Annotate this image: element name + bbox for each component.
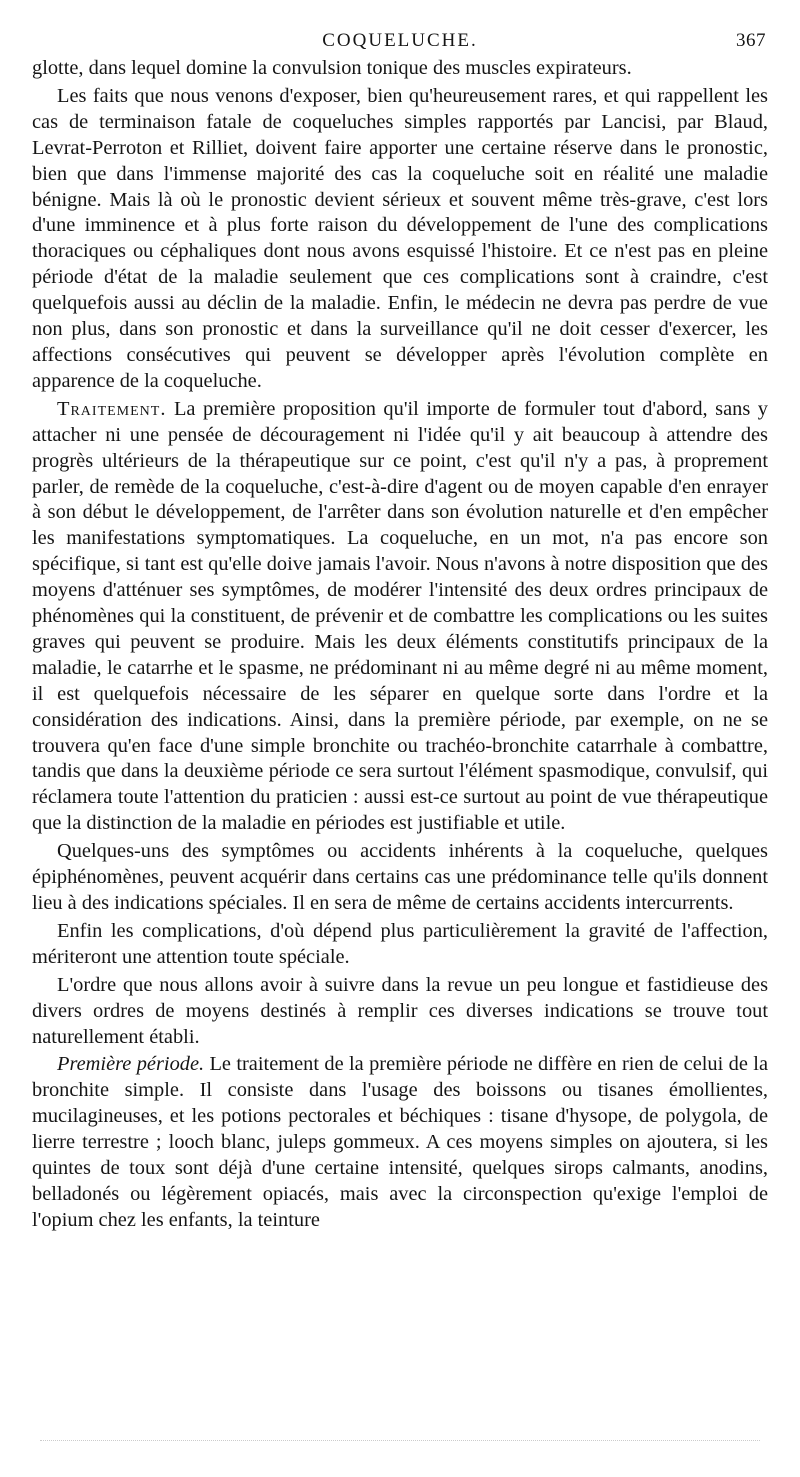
paragraph-order [32, 973, 768, 1051]
paragraph-text: L'ordre que nous allons avoir à suivre dans la revue un peu longue et fastidieuse des divers ordres de moyens destinés à remplir ces diverses indications se trouve tout naturellement établi. [32, 973, 768, 1048]
paragraph-text: Le traitement de la première période ne diffère en rien de celui de la bronchite simple. Il consiste dans l'usage des boissons ou tisanes émollientes, mucilagineuses, et les potions pectorales et béchiques : tisane d'hysope, de polygola, de lierre terrestre ; looch blanc, juleps gommeux. A ces moyens simples on ajoutera, si les quintes de toux sont déjà d'une certaine intensité, quelques sirops calmants, anodins, belladonés ou légèrement opiacés, mais avec la circonspection qu'exige l'emploi de l'opium chez les enfants, la teinture [32, 1053, 768, 1231]
paragraph-continuation [32, 56, 768, 82]
page-number: 367 [736, 30, 766, 51]
paragraph-text: Les faits que nous venons d'exposer, bien qu'heureusement rares, et qui rappellent les cas de terminaison fatale de coqueluches simples rapportés par Lancisi, par Blaud, Levrat-Perroton et Rilliet, doivent faire apporter une certaine réserve dans le pronostic, bien que dans l'immense majorité des cas la coqueluche soit en réalité une maladie bénigne. Mais là où le pronostic devient sérieux et souvent même très-grave, c'est lors d'une imminence et à plus forte raison du développement de l'une des complications thoraciques ou céphaliques dont nous avons esquissé l'histoire. Et ce n'est pas en pleine période d'état de la maladie seulement que ces complications sont à craindre, c'est quelquefois aussi au déclin de la maladie. Enfin, le médecin ne devra pas perdre de vue non plus, dans son pronostic et dans la surveillance qu'il ne doit cesser d'exercer, les affections consécutives qui peuvent se développer après l'évolution complète en apparence de la coqueluche. [32, 84, 768, 392]
page-header [32, 30, 768, 56]
document-page [32, 30, 768, 1236]
paragraph-text: Quelques-uns des symptômes ou accidents inhérents à la coqueluche, quelques épiphénomènes, peuvent acquérir dans certains cas une prédominance telle qu'ils donnent lieu à des indications spéciales. Il en sera de même de certains accidents intercurrents. [32, 840, 768, 914]
body-text [32, 56, 768, 1234]
paragraph-symptoms [32, 839, 768, 917]
paragraph-first-period [32, 1052, 768, 1233]
paragraph-treatment [32, 397, 768, 837]
scan-artifact-divider [40, 1440, 760, 1445]
section-lead-traitement: Traitement. [57, 397, 167, 420]
paragraph-text: La première proposition qu'il importe de formuler tout d'abord, sans y attacher ni une pensée de découragement ni l'idée qu'il y ait beaucoup à attendre des progrès ultérieurs de la thérapeutique sur ce point, c'est qu'il n'y a pas, à proprement parler, de remède de la coqueluche, c'est-à-dire d'agent ou de moyen capable d'en enrayer à son début le développement, de l'arrêter dans son évolution naturelle et d'en empêcher les manifestations symptomatiques. La coqueluche, en un mot, n'a pas encore son spécifique, si tant est qu'elle doive jamais l'avoir. Nous n'avons à notre disposition que des moyens d'atténuer ses symptômes, de modérer l'intensité des deux ordres principaux de phénomènes qui la constituent, de prévenir et de combattre les complications ou les suites graves qui peuvent se produire. Mais les deux éléments constitutifs principaux de la maladie, le catarrhe et le spasme, ne prédominant ni au même degré ni au même moment, il est quelquefois nécessaire de les séparer en quelque sorte dans l'ordre et la considération des indications. Ainsi, dans la première période, par exemple, on ne se trouvera qu'en face d'une simple bronchite ou trachéo-bronchite catarrhale à combattre, tandis que dans la deuxième période ce sera surtout l'élément spasmodique, convulsif, qui réclamera toute l'attention du praticien : aussi est-ce surtout au point de vue thérapeutique que la distinction de la maladie en périodes est justifiable et utile. [32, 397, 768, 835]
paragraph-complications [32, 919, 768, 971]
paragraph-prognosis [32, 84, 768, 395]
running-title: COQUELUCHE. [322, 30, 478, 51]
section-lead-premiere-periode: Première période. [57, 1053, 205, 1076]
paragraph-text: glotte, dans lequel domine la convulsion tonique des muscles expirateurs. [32, 57, 632, 79]
paragraph-text: Enfin les complications, d'où dépend plus particulièrement la gravité de l'affection, mériteront une attention toute spéciale. [32, 919, 768, 968]
